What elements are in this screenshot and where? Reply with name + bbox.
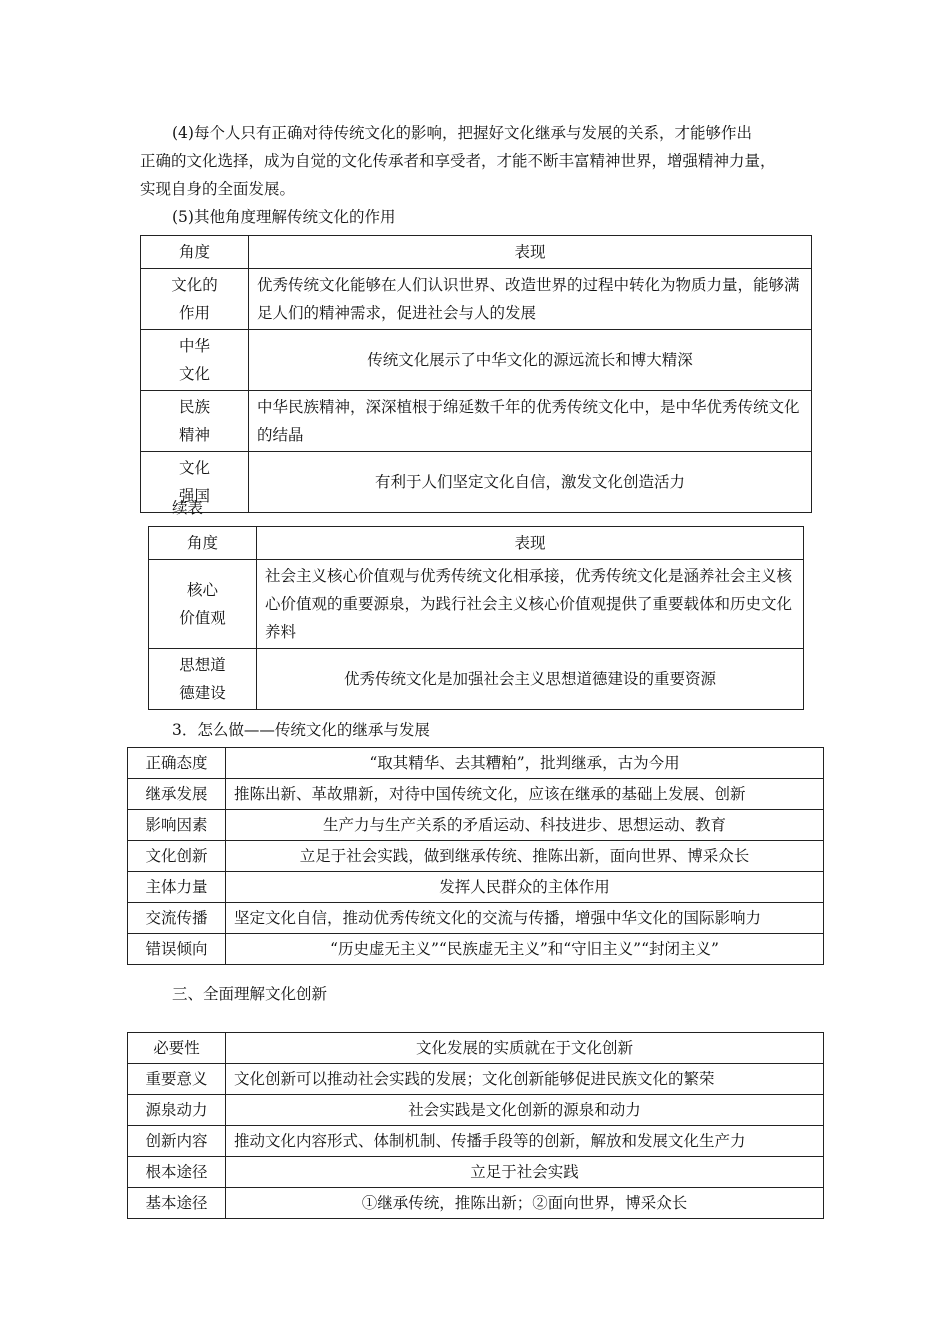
row-content: “取其精华、去其糟粕”，批判继承，古为今用 <box>226 748 824 779</box>
table-row <box>149 560 804 649</box>
row-label: 源泉动力 <box>128 1095 226 1126</box>
content-cell: 中华民族精神，深深植根于绵延数千年的优秀传统文化中，是中华优秀传统文化的结晶 <box>249 391 812 452</box>
row-label: 创新内容 <box>128 1126 226 1157</box>
row-content: ①继承传统，推陈出新；②面向世界，博采众长 <box>226 1188 824 1219</box>
row-label: 影响因素 <box>128 810 226 841</box>
row-content: 坚定文化自信，推动优秀传统文化的交流与传播，增强中华文化的国际影响力 <box>226 903 824 934</box>
row-label: 文化创新 <box>128 841 226 872</box>
row-content: 文化发展的实质就在于文化创新 <box>226 1033 824 1064</box>
row-label: 交流传播 <box>128 903 226 934</box>
table-culture-roles <box>140 235 812 513</box>
paragraph-4 <box>140 119 830 203</box>
table-row <box>141 330 812 391</box>
angle-cell: 核心 价值观 <box>149 560 257 649</box>
section-3-heading: 3．怎么做——传统文化的继承与发展 <box>172 721 430 739</box>
table-row <box>128 1033 824 1064</box>
continued-label: 续表 <box>172 499 204 517</box>
table-row <box>128 1157 824 1188</box>
header-angle: 角度 <box>141 236 249 269</box>
row-label: 必要性 <box>128 1033 226 1064</box>
table-row <box>141 452 812 513</box>
table-row <box>128 748 824 779</box>
table-row <box>128 934 824 965</box>
header-manifestation: 表现 <box>249 236 812 269</box>
table-row <box>128 779 824 810</box>
row-label: 重要意义 <box>128 1064 226 1095</box>
angle-cell: 思想道 德建设 <box>149 649 257 710</box>
paragraph-5-heading: (5)其他角度理解传统文化的作用 <box>172 208 396 226</box>
content-cell: 传统文化展示了中华文化的源远流长和博大精深 <box>249 330 812 391</box>
table-header-row <box>149 527 804 560</box>
paragraph-4-line-1: (4)每个人只有正确对待传统文化的影响，把握好文化继承与发展的关系，才能够作出 <box>172 124 752 142</box>
table-inheritance-development <box>127 747 824 965</box>
angle-cell: 文化 强国 <box>141 452 249 513</box>
row-label: 正确态度 <box>128 748 226 779</box>
row-label: 基本途径 <box>128 1188 226 1219</box>
paragraph-4-line-3: 实现自身的全面发展。 <box>140 180 296 198</box>
row-content: “历史虚无主义”“民族虚无主义”和“守旧主义”“封闭主义” <box>226 934 824 965</box>
angle-cell: 中华 文化 <box>141 330 249 391</box>
section-three-heading: 三、全面理解文化创新 <box>172 985 328 1003</box>
row-label: 根本途径 <box>128 1157 226 1188</box>
table-row <box>128 1126 824 1157</box>
table-row <box>149 649 804 710</box>
table-header-row <box>141 236 812 269</box>
table-row <box>141 269 812 330</box>
row-content: 推陈出新、革故鼎新，对待中国传统文化，应该在继承的基础上发展、创新 <box>226 779 824 810</box>
row-label: 错误倾向 <box>128 934 226 965</box>
row-content: 立足于社会实践，做到继承传统、推陈出新，面向世界、博采众长 <box>226 841 824 872</box>
row-content: 推动文化内容形式、体制机制、传播手段等的创新，解放和发展文化生产力 <box>226 1126 824 1157</box>
angle-cell: 文化的 作用 <box>141 269 249 330</box>
content-cell: 优秀传统文化能够在人们认识世界、改造世界的过程中转化为物质力量，能够满足人们的精神需求，促进社会与人的发展 <box>249 269 812 330</box>
content-cell: 有利于人们坚定文化自信，激发文化创造活力 <box>249 452 812 513</box>
row-content: 文化创新可以推动社会实践的发展；文化创新能够促进民族文化的繁荣 <box>226 1064 824 1095</box>
table-row <box>128 872 824 903</box>
table-row <box>141 391 812 452</box>
paragraph-4-line-2: 正确的文化选择，成为自觉的文化传承者和享受者，才能不断丰富精神世界，增强精神力量， <box>140 152 776 170</box>
row-content: 生产力与生产关系的矛盾运动、科技进步、思想运动、教育 <box>226 810 824 841</box>
row-content: 发挥人民群众的主体作用 <box>226 872 824 903</box>
row-content: 立足于社会实践 <box>226 1157 824 1188</box>
table-row <box>128 1095 824 1126</box>
angle-cell: 民族 精神 <box>141 391 249 452</box>
row-content: 社会实践是文化创新的源泉和动力 <box>226 1095 824 1126</box>
table-row <box>128 903 824 934</box>
table-row <box>128 841 824 872</box>
row-label: 继承发展 <box>128 779 226 810</box>
content-cell: 优秀传统文化是加强社会主义思想道德建设的重要资源 <box>257 649 804 710</box>
table-row <box>128 1064 824 1095</box>
header-angle: 角度 <box>149 527 257 560</box>
table-row <box>128 810 824 841</box>
header-manifestation: 表现 <box>257 527 804 560</box>
content-cell: 社会主义核心价值观与优秀传统文化相承接，优秀传统文化是涵养社会主义核心价值观的重要源泉，为践行社会主义核心价值观提供了重要载体和历史文化养料 <box>257 560 804 649</box>
table-row <box>128 1188 824 1219</box>
table-cultural-innovation <box>127 1032 824 1219</box>
table-culture-roles-continued <box>148 526 804 710</box>
row-label: 主体力量 <box>128 872 226 903</box>
